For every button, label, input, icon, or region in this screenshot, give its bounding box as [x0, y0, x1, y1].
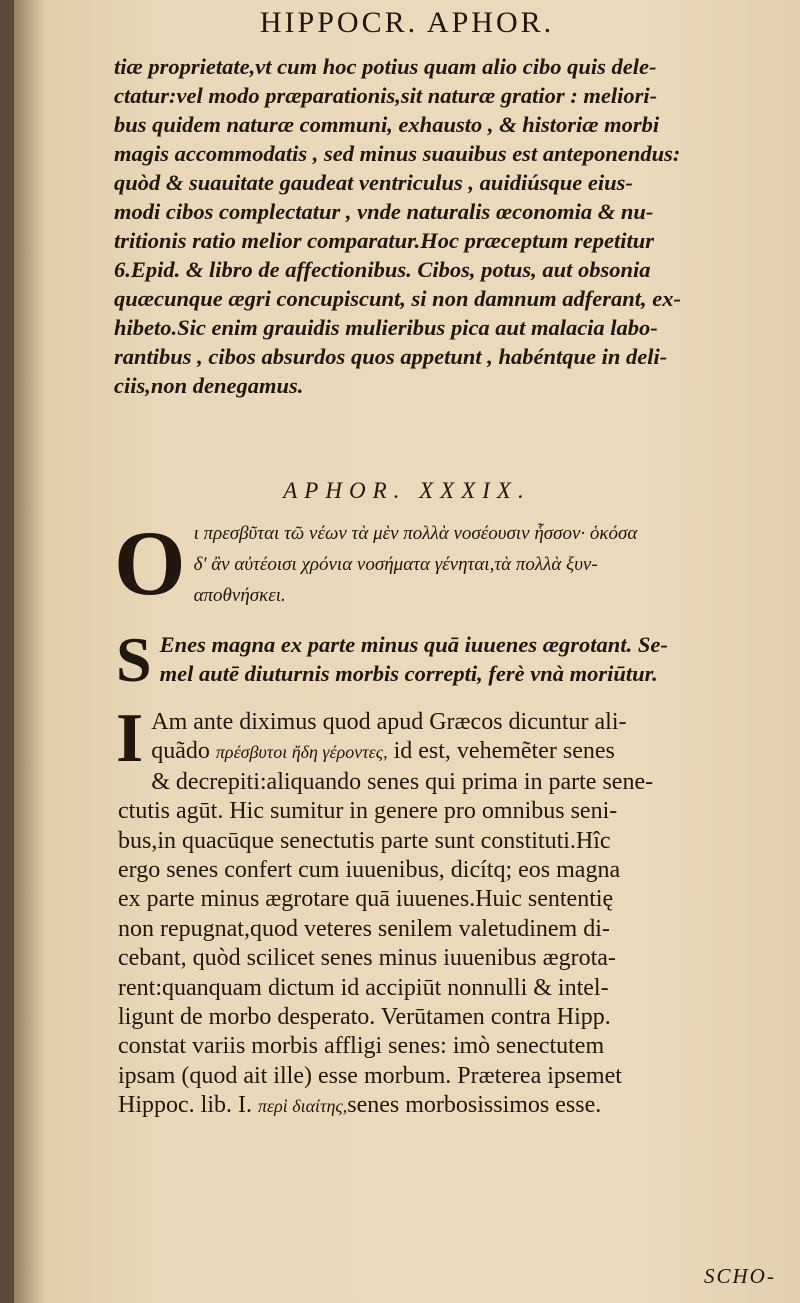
- greek-line: αποθνήσκει.: [193, 585, 286, 606]
- latin-translation: [116, 624, 788, 695]
- text-line: & decrepiti:aliquando senes qui prima in parte sene-: [151, 768, 654, 795]
- text-line: mel autē diuturnis morbis correpti, ferè vnà moriūtur.: [159, 661, 658, 686]
- aphorism-title: APHOR. XXXIX.: [283, 478, 531, 503]
- text-line: tritionis ratio melior comparatur.Hoc præceptum repetitur: [114, 228, 655, 253]
- text-line: [118, 737, 790, 767]
- text-line: 6.Epid. & libro de affectionibus. Cibos, potus, aut obsonia: [114, 257, 651, 282]
- text-line: ciis,non denegamus.: [114, 373, 304, 398]
- text-fragment: Hippoc. lib. I.: [118, 1092, 258, 1119]
- text-line: constat variis morbis affligi senes: imò senectutem: [118, 1033, 605, 1060]
- greek-phrase: ἤδη γέροντες,: [287, 742, 388, 763]
- text-line: Enes magna ex parte minus quā iuuenes ægrotant. Se-: [159, 632, 668, 657]
- text-line: rent:quanquam dictum id accipiūt nonnulli & intel-: [118, 974, 609, 1001]
- text-line: rantibus , cibos absurdos quos appetunt , habéntque in deli-: [114, 344, 668, 369]
- text-line: ipsam (quod ait ille) esse morbum. Præterea ipsemet: [118, 1062, 622, 1089]
- text-line: quòd & suauitate gaudeat ventriculus , auidiúsque eius-: [114, 170, 633, 195]
- text-line: ergo senes confert cum iuuenibus, dicítq; eos magna: [118, 857, 621, 884]
- text-line: [118, 1091, 790, 1121]
- running-head: HIPPOCR. APHOR.: [259, 6, 555, 39]
- text-fragment: quãdo: [151, 738, 216, 765]
- text-line: tiæ proprietate,vt cum hoc potius quam alio cibo quis dele-: [114, 54, 657, 79]
- text-fragment: id est, vehemẽter senes: [387, 738, 615, 765]
- text-line: hibeto.Sic enim grauidis mulieribus pica aut malacia labo-: [114, 315, 658, 340]
- text-line: Am ante diximus quod apud Græcos dicuntur ali-: [151, 709, 627, 735]
- greek-phrase: πρέσβυτοι: [215, 742, 288, 763]
- text-line: modi cibos complectatur , vnde naturalis œconomia & nu-: [114, 199, 654, 224]
- greek-line: δ' ἂν αὐτέοισι χρόνια νοσήματα γένηται,τὰ πολλὰ ξυν-: [193, 554, 598, 575]
- greek-aphorism: [114, 512, 788, 614]
- greek-line: ι πρεσβῦται τῶ νέων τὰ μὲν πολλὰ νοσέουσιν ἧσσον· ὁκόσα: [193, 523, 638, 544]
- catchword: SCHO-: [704, 1264, 776, 1288]
- text-fragment: senes morbosissimos esse.: [347, 1092, 602, 1119]
- book-page: [14, 0, 800, 1303]
- drop-cap: I: [116, 700, 144, 777]
- text-line: ligunt de morbo desperato. Verūtamen contra Hipp.: [118, 1004, 611, 1031]
- gutter-shadow: [14, 0, 44, 1303]
- text-line: bus quidem naturæ communi, exhausto , & historiæ morbi: [114, 112, 660, 137]
- text-line: quæcunque ægri concupiscunt, si non damnum adferant, ex-: [114, 286, 681, 311]
- text-line: non repugnat,quod veteres senilem valetudinem di-: [118, 915, 610, 942]
- drop-cap: S: [116, 624, 152, 695]
- text-line: magis accommodatis , sed minus suauibus est anteponendus:: [114, 141, 681, 166]
- continued-paragraph: [114, 52, 786, 400]
- text-line: cebant, quòd scilicet senes minus iuuenibus ægrota-: [118, 945, 616, 972]
- drop-cap: O: [114, 512, 186, 614]
- text-line: ctatur:vel modo præparationis,sit naturæ gratior : meliori-: [114, 83, 658, 108]
- greek-phrase: περὶ διαίτης,: [257, 1096, 348, 1117]
- text-line: ex parte minus ægrotare quā iuuenes.Huic sententię: [118, 886, 614, 913]
- commentary: [116, 700, 790, 1122]
- text-line: ctutis agūt. Hic sumitur in genere pro omnibus seni-: [118, 798, 618, 825]
- text-line: bus,in quacūque senectutis parte sunt constituti.Hîc: [118, 827, 611, 854]
